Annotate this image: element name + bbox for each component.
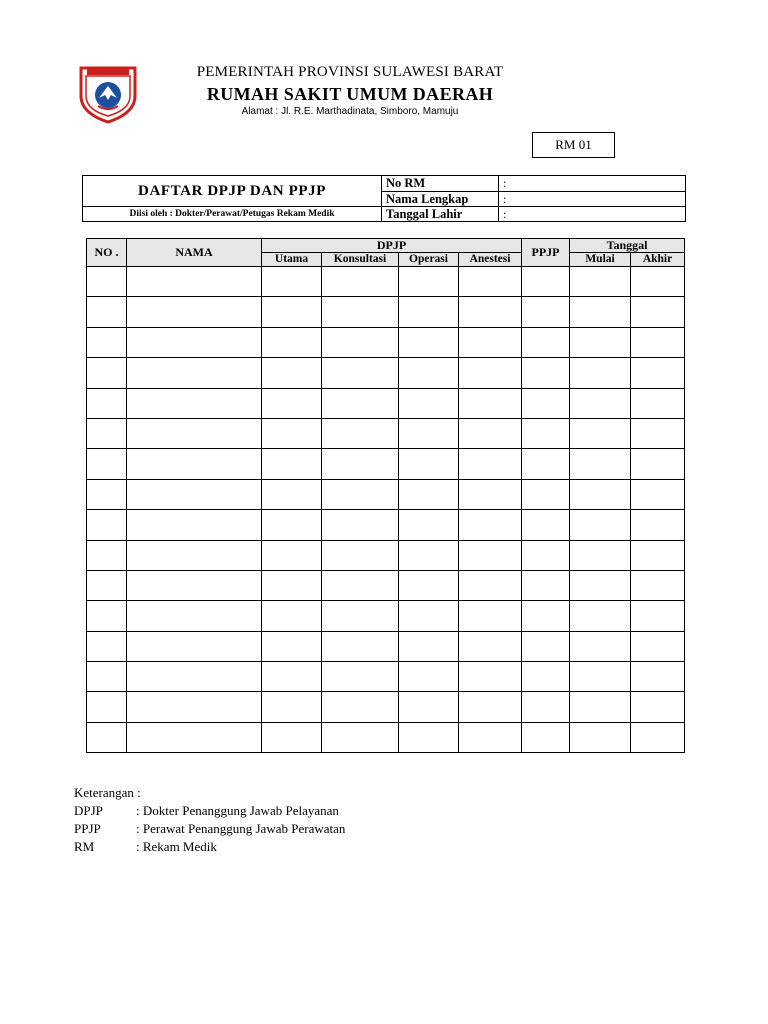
table-cell[interactable] — [631, 631, 685, 661]
table-row — [87, 479, 685, 509]
table-cell[interactable] — [522, 631, 570, 661]
table-cell[interactable] — [127, 358, 262, 388]
table-cell[interactable] — [322, 662, 399, 692]
table-row — [87, 297, 685, 327]
table-row — [87, 449, 685, 479]
table-cell[interactable] — [522, 479, 570, 509]
table-cell[interactable] — [127, 449, 262, 479]
table-cell[interactable] — [522, 570, 570, 600]
table-cell[interactable] — [522, 358, 570, 388]
table-cell[interactable] — [87, 267, 127, 297]
table-cell[interactable] — [522, 388, 570, 418]
legend-item — [74, 820, 345, 838]
field-value-no-rm[interactable]: : — [499, 176, 686, 192]
column-header-tanggal: Tanggal — [570, 239, 685, 253]
column-header-utama: Utama — [262, 253, 322, 267]
table-cell[interactable] — [459, 327, 522, 357]
patient-info-table — [82, 175, 686, 222]
table-cell[interactable] — [399, 540, 459, 570]
column-header-nama: NAMA — [127, 239, 262, 267]
table-body — [87, 267, 685, 753]
table-cell[interactable] — [87, 631, 127, 661]
table-cell[interactable] — [322, 692, 399, 722]
table-cell[interactable] — [570, 297, 631, 327]
government-title: PEMERINTAH PROVINSI SULAWESI BARAT — [196, 64, 504, 80]
legend-key: DPJP — [74, 803, 103, 818]
table-cell[interactable] — [262, 570, 322, 600]
table-cell[interactable] — [631, 510, 685, 540]
table-cell[interactable] — [322, 510, 399, 540]
table-cell[interactable] — [459, 388, 522, 418]
field-label-tanggal-lahir: Tanggal Lahir — [382, 207, 499, 222]
field-value-tanggal-lahir[interactable]: : — [499, 207, 686, 222]
column-header-ppjp: PPJP — [522, 239, 570, 267]
table-cell[interactable] — [127, 601, 262, 631]
table-cell[interactable] — [459, 662, 522, 692]
table-cell[interactable] — [522, 662, 570, 692]
table-cell[interactable] — [399, 267, 459, 297]
column-header-mulai: Mulai — [570, 253, 631, 267]
table-cell[interactable] — [262, 267, 322, 297]
field-value-nama-lengkap[interactable]: : — [499, 191, 686, 207]
table-row — [87, 510, 685, 540]
dpjp-ppjp-table — [86, 238, 685, 753]
legend-item — [74, 802, 345, 820]
table-cell[interactable] — [570, 327, 631, 357]
table-cell[interactable] — [522, 449, 570, 479]
table-cell[interactable] — [262, 722, 322, 752]
table-cell[interactable] — [399, 631, 459, 661]
table-cell[interactable] — [322, 297, 399, 327]
table-cell[interactable] — [631, 722, 685, 752]
table-cell[interactable] — [459, 449, 522, 479]
table-cell[interactable] — [459, 692, 522, 722]
column-header-anestesi: Anestesi — [459, 253, 522, 267]
table-cell[interactable] — [459, 510, 522, 540]
table-cell[interactable] — [322, 388, 399, 418]
table-cell[interactable] — [127, 540, 262, 570]
table-cell[interactable] — [399, 297, 459, 327]
table-cell[interactable] — [570, 722, 631, 752]
table-cell[interactable] — [87, 570, 127, 600]
form-code-box: RM 01 — [532, 132, 615, 158]
table-cell[interactable] — [631, 540, 685, 570]
table-cell[interactable] — [459, 540, 522, 570]
table-cell[interactable] — [522, 601, 570, 631]
table-cell[interactable] — [459, 722, 522, 752]
table-cell[interactable] — [570, 418, 631, 448]
legend-value: : Perawat Penanggung Jawab Perawatan — [136, 821, 346, 836]
column-header-akhir: Akhir — [631, 253, 685, 267]
table-cell[interactable] — [399, 388, 459, 418]
table-cell[interactable] — [522, 418, 570, 448]
table-cell[interactable] — [127, 388, 262, 418]
table-cell[interactable] — [631, 358, 685, 388]
table-cell[interactable] — [459, 267, 522, 297]
table-cell[interactable] — [399, 510, 459, 540]
hospital-address: Alamat : Jl. R.E. Marthadinata, Simboro, Mamuju — [241, 106, 459, 117]
table-row — [87, 722, 685, 752]
table-cell[interactable] — [127, 267, 262, 297]
table-cell[interactable] — [570, 388, 631, 418]
table-cell[interactable] — [127, 662, 262, 692]
table-cell[interactable] — [262, 631, 322, 661]
table-cell[interactable] — [322, 327, 399, 357]
table-cell[interactable] — [459, 631, 522, 661]
table-cell[interactable] — [570, 601, 631, 631]
table-cell[interactable] — [631, 327, 685, 357]
table-cell[interactable] — [522, 540, 570, 570]
table-cell[interactable] — [399, 327, 459, 357]
table-cell[interactable] — [631, 479, 685, 509]
table-cell[interactable] — [631, 418, 685, 448]
table-cell[interactable] — [127, 510, 262, 540]
legend-item — [74, 838, 345, 856]
form-title: DAFTAR DPJP DAN PPJP — [83, 176, 382, 207]
table-cell[interactable] — [127, 570, 262, 600]
table-cell[interactable] — [87, 722, 127, 752]
table-cell[interactable] — [570, 662, 631, 692]
table-cell[interactable] — [322, 449, 399, 479]
table-cell[interactable] — [87, 358, 127, 388]
table-cell[interactable] — [322, 601, 399, 631]
table-row — [87, 388, 685, 418]
field-label-nama-lengkap: Nama Lengkap — [382, 191, 499, 207]
table-cell[interactable] — [399, 662, 459, 692]
table-cell[interactable] — [322, 267, 399, 297]
table-cell[interactable] — [87, 327, 127, 357]
table-cell[interactable] — [127, 722, 262, 752]
table-cell[interactable] — [127, 297, 262, 327]
table-cell[interactable] — [399, 722, 459, 752]
table-cell[interactable] — [570, 449, 631, 479]
table-cell[interactable] — [262, 297, 322, 327]
table-cell[interactable] — [459, 601, 522, 631]
table-cell[interactable] — [87, 388, 127, 418]
table-cell[interactable] — [522, 510, 570, 540]
table-cell[interactable] — [87, 510, 127, 540]
column-header-dpjp: DPJP — [262, 239, 522, 253]
table-cell[interactable] — [522, 722, 570, 752]
table-cell[interactable] — [127, 479, 262, 509]
table-cell[interactable] — [87, 449, 127, 479]
table-cell[interactable] — [262, 358, 322, 388]
table-cell[interactable] — [399, 358, 459, 388]
table-row — [87, 327, 685, 357]
table-cell[interactable] — [87, 540, 127, 570]
legend — [74, 784, 345, 856]
table-cell[interactable] — [322, 479, 399, 509]
table-cell[interactable] — [631, 662, 685, 692]
table-cell[interactable] — [322, 570, 399, 600]
table-cell[interactable] — [262, 692, 322, 722]
table-cell[interactable] — [87, 662, 127, 692]
table-cell[interactable] — [127, 327, 262, 357]
table-cell[interactable] — [322, 722, 399, 752]
table-cell[interactable] — [399, 479, 459, 509]
table-cell[interactable] — [631, 267, 685, 297]
table-cell[interactable] — [399, 601, 459, 631]
table-cell[interactable] — [570, 540, 631, 570]
field-label-no-rm: No RM — [382, 176, 499, 192]
table-cell[interactable] — [631, 692, 685, 722]
table-cell[interactable] — [570, 267, 631, 297]
table-cell[interactable] — [570, 692, 631, 722]
table-cell[interactable] — [631, 388, 685, 418]
table-cell[interactable] — [522, 267, 570, 297]
table-cell[interactable] — [459, 358, 522, 388]
table-cell[interactable] — [262, 601, 322, 631]
table-cell[interactable] — [459, 479, 522, 509]
province-logo — [77, 62, 139, 124]
table-row — [87, 418, 685, 448]
table-cell[interactable] — [570, 570, 631, 600]
table-cell[interactable] — [262, 449, 322, 479]
table-row — [87, 662, 685, 692]
table-cell[interactable] — [262, 388, 322, 418]
form-subtitle: Diisi oleh : Dokter/Perawat/Petugas Rekam Medik — [83, 207, 382, 222]
table-row — [87, 267, 685, 297]
legend-value: : Rekam Medik — [136, 839, 217, 854]
table-cell[interactable] — [322, 540, 399, 570]
table-row — [87, 358, 685, 388]
table-cell[interactable] — [631, 297, 685, 327]
table-cell[interactable] — [522, 327, 570, 357]
table-cell[interactable] — [570, 479, 631, 509]
table-cell[interactable] — [262, 662, 322, 692]
table-cell[interactable] — [631, 601, 685, 631]
column-header-konsultasi: Konsultasi — [322, 253, 399, 267]
table-row — [87, 631, 685, 661]
table-cell[interactable] — [631, 449, 685, 479]
table-cell[interactable] — [87, 601, 127, 631]
table-cell[interactable] — [322, 631, 399, 661]
table-cell[interactable] — [127, 418, 262, 448]
table-cell[interactable] — [459, 297, 522, 327]
column-header-no: NO . — [87, 239, 127, 267]
table-row — [87, 540, 685, 570]
hospital-name: RUMAH SAKIT UMUM DAERAH — [206, 84, 494, 104]
legend-title: Keterangan : — [74, 785, 141, 800]
table-cell[interactable] — [399, 449, 459, 479]
legend-key: PPJP — [74, 821, 101, 836]
legend-value: : Dokter Penanggung Jawab Pelayanan — [136, 803, 339, 818]
table-cell[interactable] — [399, 570, 459, 600]
table-cell[interactable] — [522, 297, 570, 327]
table-cell[interactable] — [127, 692, 262, 722]
table-cell[interactable] — [322, 358, 399, 388]
table-row — [87, 692, 685, 722]
table-cell[interactable] — [459, 418, 522, 448]
table-cell[interactable] — [87, 692, 127, 722]
table-cell[interactable] — [522, 692, 570, 722]
column-header-operasi: Operasi — [399, 253, 459, 267]
legend-key: RM — [74, 839, 95, 854]
table-cell[interactable] — [399, 692, 459, 722]
table-cell[interactable] — [262, 327, 322, 357]
table-cell[interactable] — [570, 510, 631, 540]
table-cell[interactable] — [262, 479, 322, 509]
table-cell[interactable] — [459, 570, 522, 600]
table-cell[interactable] — [262, 540, 322, 570]
table-row — [87, 570, 685, 600]
table-cell[interactable] — [570, 358, 631, 388]
table-cell[interactable] — [127, 631, 262, 661]
table-cell[interactable] — [570, 631, 631, 661]
table-cell[interactable] — [87, 297, 127, 327]
table-cell[interactable] — [631, 570, 685, 600]
table-cell[interactable] — [399, 418, 459, 448]
table-row — [87, 601, 685, 631]
table-cell[interactable] — [87, 479, 127, 509]
table-cell[interactable] — [262, 510, 322, 540]
table-cell[interactable] — [87, 418, 127, 448]
table-cell[interactable] — [322, 418, 399, 448]
table-cell[interactable] — [262, 418, 322, 448]
